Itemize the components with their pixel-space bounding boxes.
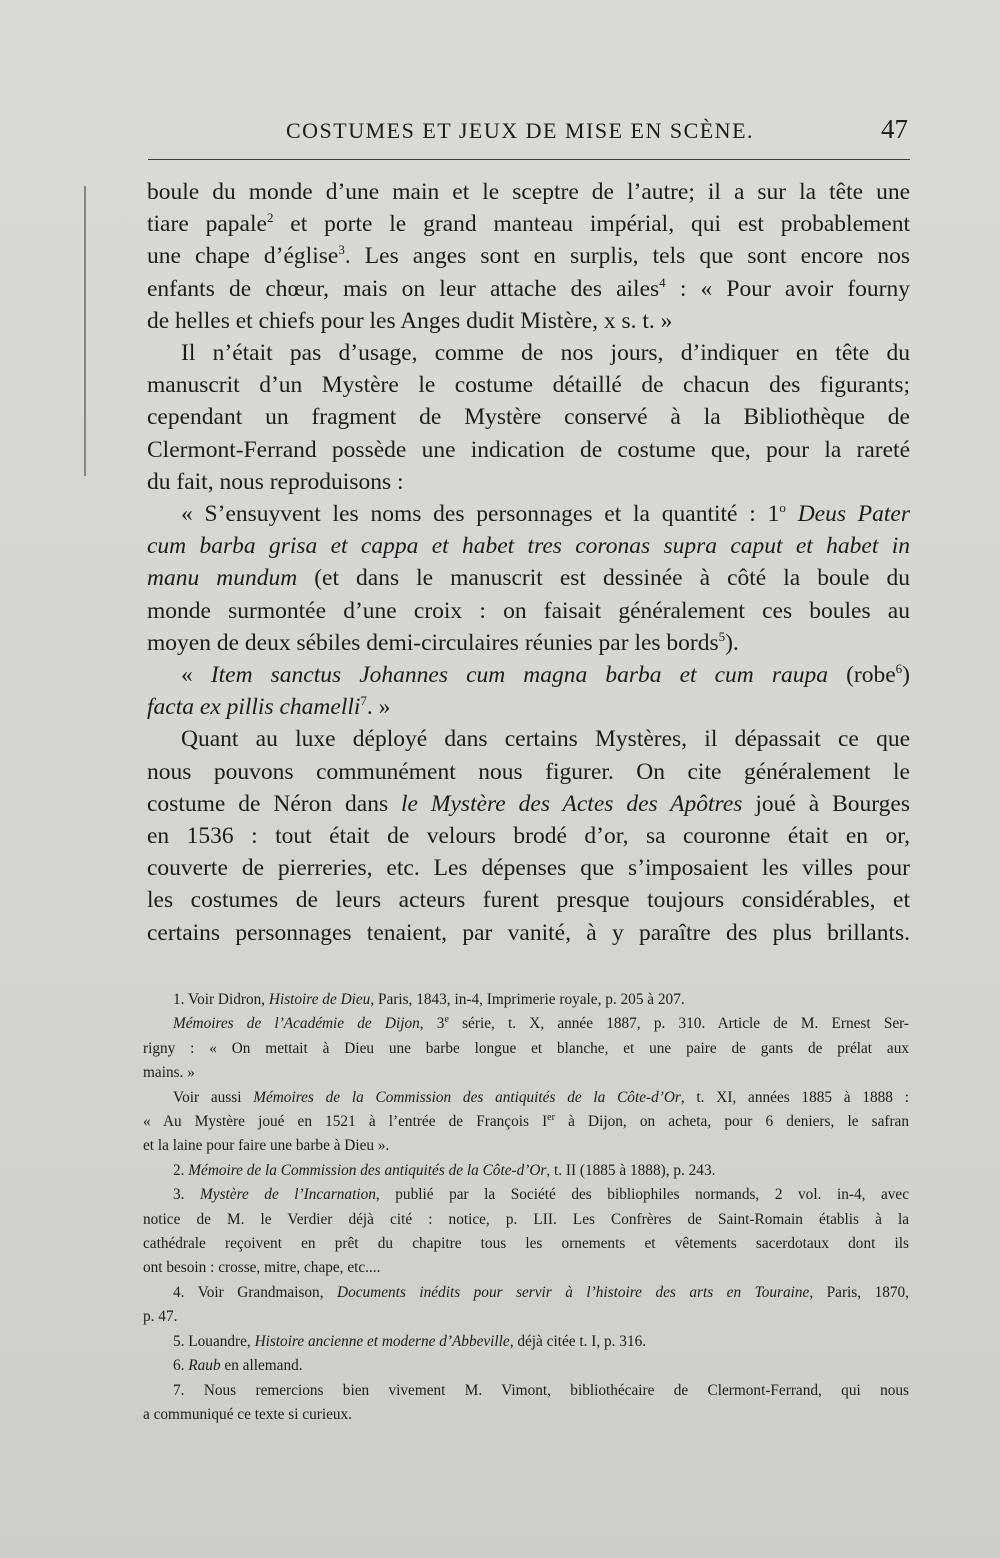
footnote-line: mains. » xyxy=(143,1064,195,1082)
paragraph: boule du monde d’une main et le sceptre de l’autre; il a sur la tête une xyxy=(147,179,910,205)
footnote-line: rigny : « On mettait à Dieu une barbe longue et blanche, et une paire de gants de prélat aux xyxy=(143,1039,909,1057)
paragraph-line: moyen de deux sébiles demi-circulaires réunies par les bords$^5$). xyxy=(147,628,739,656)
footnote-line: notice de M. le Verdier déjà cité : notice, p. LII. Les Confrères de Saint-Romain établis à la xyxy=(143,1210,909,1228)
paragraph-line: tiare papale$^2$ et porte le grand manteau impérial, qui est probablement xyxy=(147,210,910,238)
footnote-7: 7. Nous remercions bien vivement M. Vimont, bibliothécaire de Clermont-Ferrand, qui nous xyxy=(173,1381,909,1399)
footnote-ref: 6 xyxy=(895,661,903,677)
paragraph-line: Quant au luxe déployé dans certains Mystères, il dépassait ce que xyxy=(181,726,910,753)
footnote-4: 4. Voir Grandmaison, Documents inédits pour servir à l’histoire des arts en Touraine, Paris, 1870, xyxy=(173,1283,909,1301)
footnote-line: Mémoires de l’Académie de Dijon, 3e série, t. X, année 1887, p. 310. Article de M. Ernest Ser- xyxy=(173,1014,910,1033)
footnote-line: p. 47. xyxy=(143,1308,178,1326)
paragraph-line: de helles et chiefs pour les Anges dudit Mistère, x s. t. » xyxy=(147,307,673,334)
running-title: COSTUMES ET JEUX DE MISE EN SCÈNE. xyxy=(286,118,755,143)
footnote-line: Voir aussi Mémoires de la Commission des antiquités de la Côte-d’Or, t. XI, années 1885 à 1888 : xyxy=(173,1088,909,1106)
header-rule xyxy=(148,159,910,160)
footnote-5: 5. Louandre, Histoire ancienne et moderne d’Abbeville, déjà citée t. I, p. 316. xyxy=(173,1332,647,1350)
footnote-line: ont besoin : crosse, mitre, chape, etc.... xyxy=(143,1259,381,1277)
paragraph-line: Clermont-Ferrand possède une indication de costume que, pour la rareté xyxy=(147,436,910,463)
footnote-line: cathédrale reçoivent en prêt du chapitre tous les ornements et vêtements sacerdotaux dont ils xyxy=(143,1235,909,1253)
footnote-ref: 4 xyxy=(659,274,666,290)
paragraph-line: en 1536 : tout était de velours brodé d’or, sa couronne était en or, xyxy=(147,823,910,850)
paragraph-line: manuscrit d’un Mystère le costume détaillé de chacun des figurants; xyxy=(147,372,910,399)
paragraph-line: « Item sanctus Johannes cum magna barba et cum raupa (robe$^6$) xyxy=(181,661,910,689)
paragraph-line: cependant un fragment de Mystère conservé à la Bibliothèque de xyxy=(147,404,910,431)
page-header xyxy=(148,108,908,156)
footnote-ref: 2 xyxy=(266,210,274,226)
page-number: 47 xyxy=(881,114,908,144)
footnote-ref: 7 xyxy=(360,693,367,709)
footnote-ref: 3 xyxy=(338,242,345,258)
paragraph-line: Il n’était pas d’usage, comme de nos jours, d’indiquer en tête du xyxy=(181,340,910,367)
paragraph-line: du fait, nous reproduisons : xyxy=(147,468,404,495)
paragraph-line: costume de Néron dans le Mystère des Actes des Apôtres joué à Bourges xyxy=(147,790,910,817)
footnote-6: 6. Raub en allemand. xyxy=(173,1357,303,1375)
paragraph-line: couverte de pierreries, etc. Les dépenses que s’imposaient les villes pour xyxy=(147,855,910,882)
footnotes xyxy=(143,988,909,1427)
footnote-line: et la laine pour faire une barbe à Dieu ». xyxy=(143,1137,390,1155)
paragraph-line: nous pouvons communément nous figurer. On cite généralement le xyxy=(147,758,910,785)
paragraph-line: « S’ensuyvent les noms des personnages et la quantité : 1$^o$ Deus Pater xyxy=(181,500,910,528)
margin-pencil-mark xyxy=(84,186,86,476)
paragraph-line: les costumes de leurs acteurs furent presque toujours considérables, et xyxy=(147,887,910,914)
footnote-3: 3. Mystère de l’Incarnation, publié par la Société des bibliophiles normands, 2 vol. in-4, avec xyxy=(173,1186,910,1204)
paragraph-line: enfants de chœur, mais on leur attache des ailes$^4$ : « Pour avoir fourny xyxy=(147,274,910,302)
paragraph-line: cum barba grisa et cappa et habet tres coronas supra caput et habet in xyxy=(147,533,910,560)
paragraph-line: facta ex pillis chamelli$^7$. » xyxy=(147,693,391,721)
paragraph-line: certains personnages tenaient, par vanité, à y paraître des plus brillants. xyxy=(147,919,910,946)
footnote-ref: 5 xyxy=(718,628,726,644)
footnote-line: a communiqué ce texte si curieux. xyxy=(143,1405,352,1423)
paragraph-line: monde surmontée d’une croix : on faisait généralement ces boules au xyxy=(147,597,910,624)
paragraph-line: manu mundum (et dans le manuscrit est dessinée à côté la boule du xyxy=(147,565,910,592)
body-text xyxy=(147,176,910,949)
footnote-1: 1. Voir Didron, Histoire de Dieu, Paris, 1843, in-4, Imprimerie royale, p. 205 à 207. xyxy=(173,991,685,1008)
paragraph-line: une chape d’église$^3$. Les anges sont en surplis, tels que sont encore nos xyxy=(147,242,910,270)
footnote-2: 2. Mémoire de la Commission des antiquités de la Côte-d’Or, t. II (1885 à 1888), p. 243. xyxy=(173,1161,716,1179)
footnote-line: « Au Mystère joué en 1521 à l’entrée de François Ier à Dijon, on acheta, pour 6 deniers, le safran xyxy=(143,1112,909,1131)
